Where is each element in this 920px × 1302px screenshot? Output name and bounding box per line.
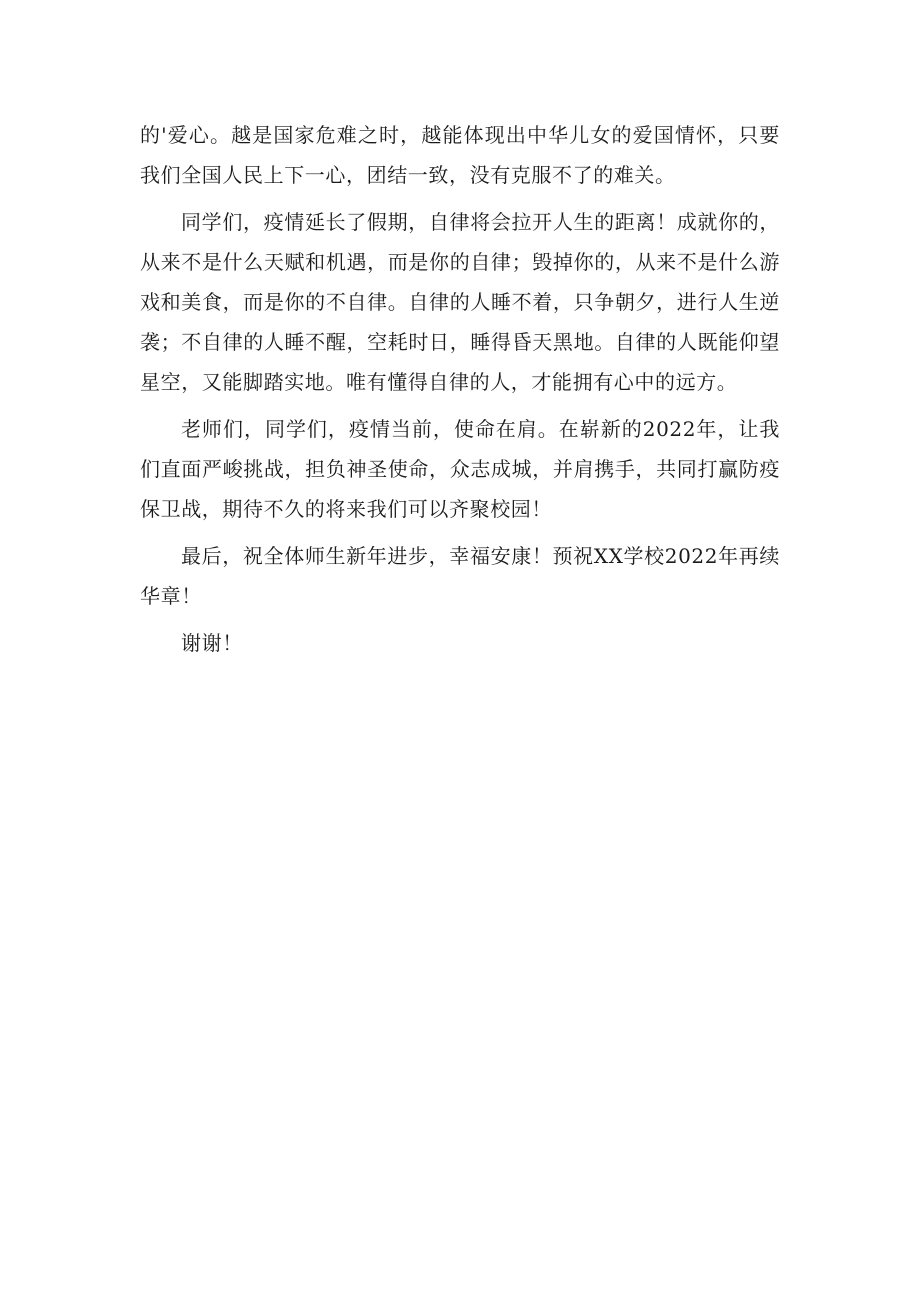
- document-body: [140, 115, 780, 670]
- paragraph-new-year-wishes: 最后，祝全体师生新年进步，幸福安康！预祝XX学校2022年再续华章！: [140, 544, 780, 608]
- paragraph-thanks: 谢谢！: [181, 631, 243, 655]
- paragraph-self-discipline: 同学们，疫情延长了假期，自律将会拉开人生的距离！成就你的，从来不是什么天赋和机遇，而是你的自律；毁掉你的，从来不是什么游戏和美食，而是你的不自律。自律的人睡不着，只争朝夕，进行人生逆袭；不自律的人睡不醒，空耗时日，睡得昏天黑地。自律的人既能仰望星空，又能脚踏实地。唯有懂得自律的人，才能拥有心中的远方。: [140, 210, 780, 394]
- paragraph-continuation: 的'爱心。越是国家危难之时，越能体现出中华儿女的爱国情怀，只要我们全国人民上下一心，团结一致，没有克服不了的难关。: [140, 123, 780, 187]
- paragraph-mission: 老师们，同学们，疫情当前，使命在肩。在崭新的2022年，让我们直面严峻挑战，担负神圣使命，众志成城，并肩携手，共同打赢防疫保卫战，期待不久的将来我们可以齐聚校园！: [140, 417, 780, 521]
